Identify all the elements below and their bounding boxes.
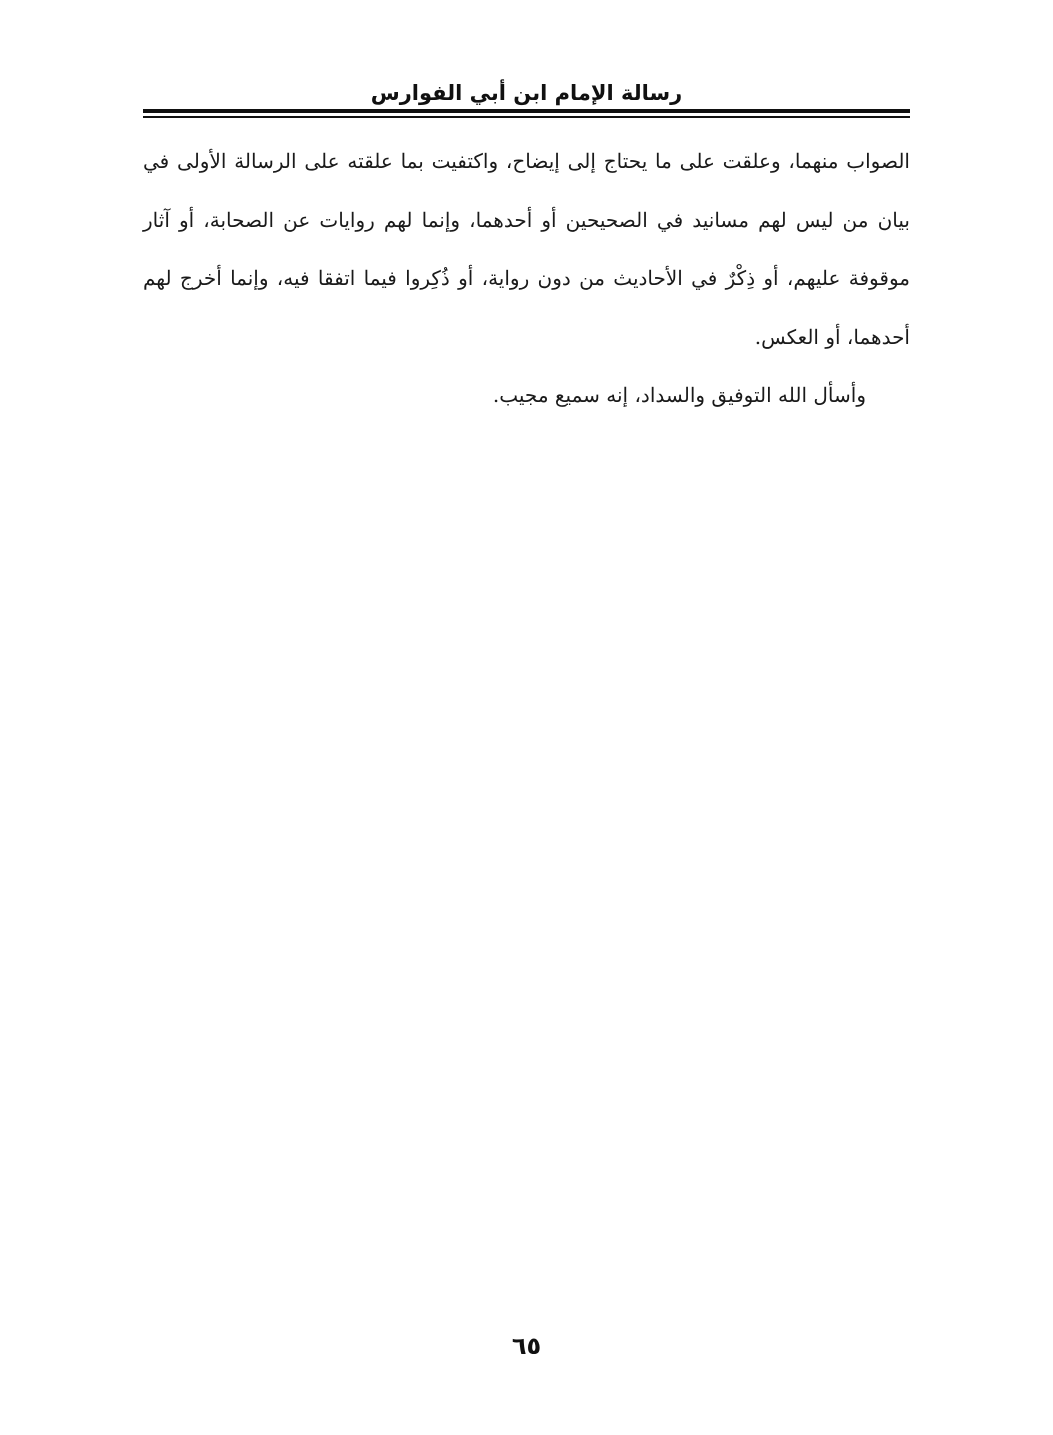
- page-header: [143, 74, 910, 124]
- running-title: رسالة الإمام ابن أبي الفوارس: [370, 81, 683, 105]
- body-paragraph: الصواب منهما، وعلقت على ما يحتاج إلى إيضاح، واكتفيت بما علقته على الرسالة الأولى في بيان من ليس لهم مسانيد في الصحيحين أو أحدهما، وإنما لهم روايات عن الصحابة، أو آثار موقوفة عليهم، أو ذِكْرٌ في الأحاديث من دون رواية، أو ذُكِروا فيما اتفقا فيه، وإنما أخرج لهم أحدهما، أو العكس.: [143, 149, 910, 349]
- page-number: ٦٥: [511, 1332, 542, 1360]
- body-text: [143, 132, 910, 425]
- header-rule-thick: [143, 109, 910, 113]
- closing-line: وأسأل الله التوفيق والسداد، إنه سميع مجيب.: [492, 383, 866, 407]
- header-rule-thin: [143, 116, 910, 118]
